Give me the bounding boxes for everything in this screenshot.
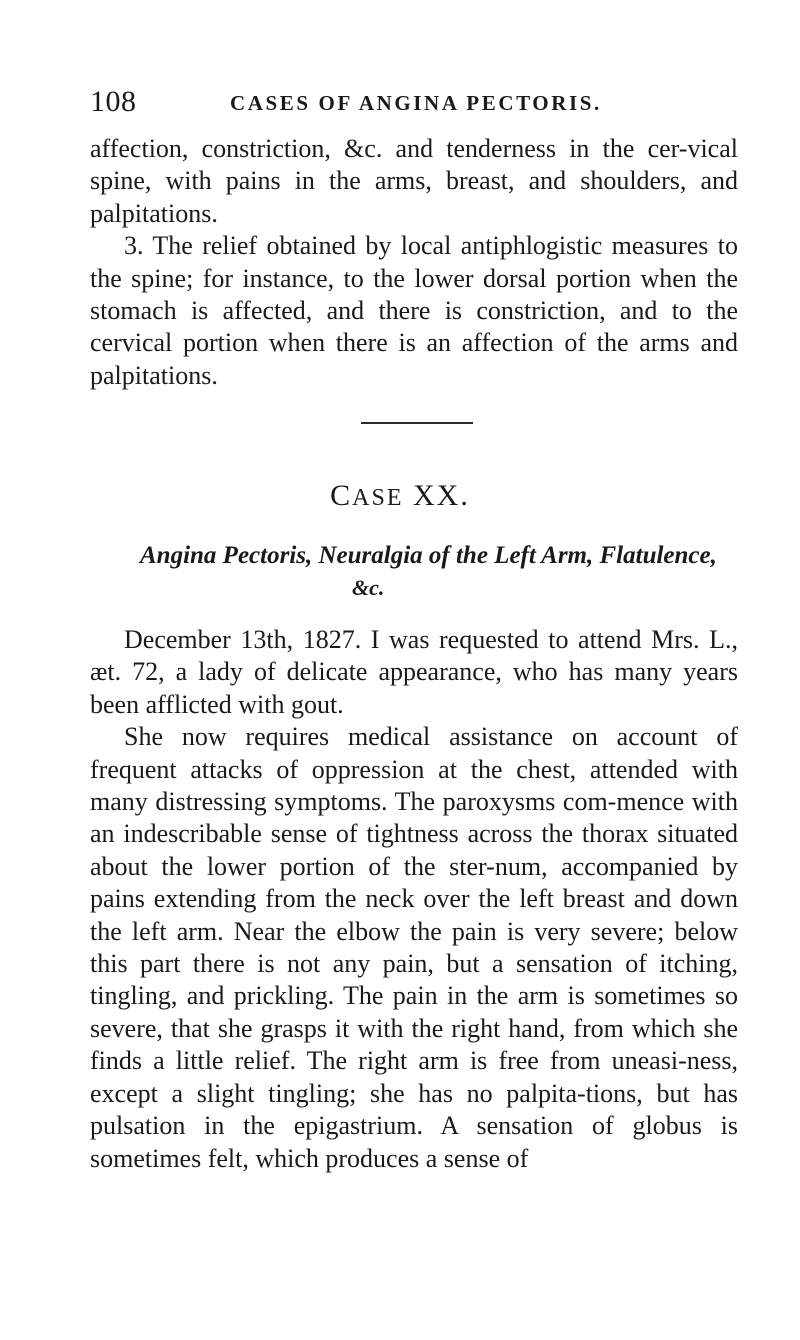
paragraph-continuation: affection, constriction, &c. and tenderness in the cer-vical spine, with pains in the arms, breast, and shoulders, and palpitations. bbox=[90, 134, 738, 228]
case-heading-initial: C bbox=[330, 479, 353, 512]
paragraph-case-intro: December 13th, 1827. I was requested to attend Mrs. L., æt. 72, a lady of delicate appearance, who has many years been afflicted with gout. bbox=[90, 625, 738, 719]
case-heading-number: XX. bbox=[413, 479, 470, 512]
case-subtitle-text: Angina Pectoris, Neuralgia of the Left Arm, Flatulence, bbox=[140, 542, 717, 569]
page-number: 108 bbox=[90, 85, 137, 118]
section-divider bbox=[361, 422, 473, 424]
case-subtitle-etc: &c. bbox=[352, 575, 385, 600]
text-block-case bbox=[90, 624, 738, 1175]
page-header bbox=[90, 84, 730, 124]
case-heading bbox=[0, 476, 800, 518]
paragraph-case-symptoms: She now requires medical assistance on account of frequent attacks of oppression at the chest, attended with many distressing symptoms. The paroxysms com-mence with an indescribable sense of tightness across the thorax situated about the lower portion of the ster-num, accompanied by pains extending from the neck over the left breast and down the left arm. Near the elbow the pain is very severe; below this part there is not any pain, but a sensation of itching, tingling, and prickling. The pain in the arm is sometimes so severe, that she grasps it with the right hand, from which she finds a little relief. The right arm is free from uneasi-ness, except a slight tingling; she has no palpita-tions, but has pulsation in the epigastrium. A sensation of globus is sometimes felt, which produces a sense of bbox=[90, 722, 738, 1173]
text-block-top bbox=[90, 133, 738, 392]
paragraph-point-3: 3. The relief obtained by local antiphlogistic measures to the spine; for instance, to the lower dorsal portion when the stomach is affected, and there is constriction, and to the cervical portion when there is an affection of the arms and palpitations. bbox=[90, 231, 738, 390]
running-head: CASES OF ANGINA PECTORIS. bbox=[230, 91, 602, 115]
case-heading-word: ASE bbox=[352, 485, 404, 511]
case-subtitle bbox=[140, 540, 740, 604]
